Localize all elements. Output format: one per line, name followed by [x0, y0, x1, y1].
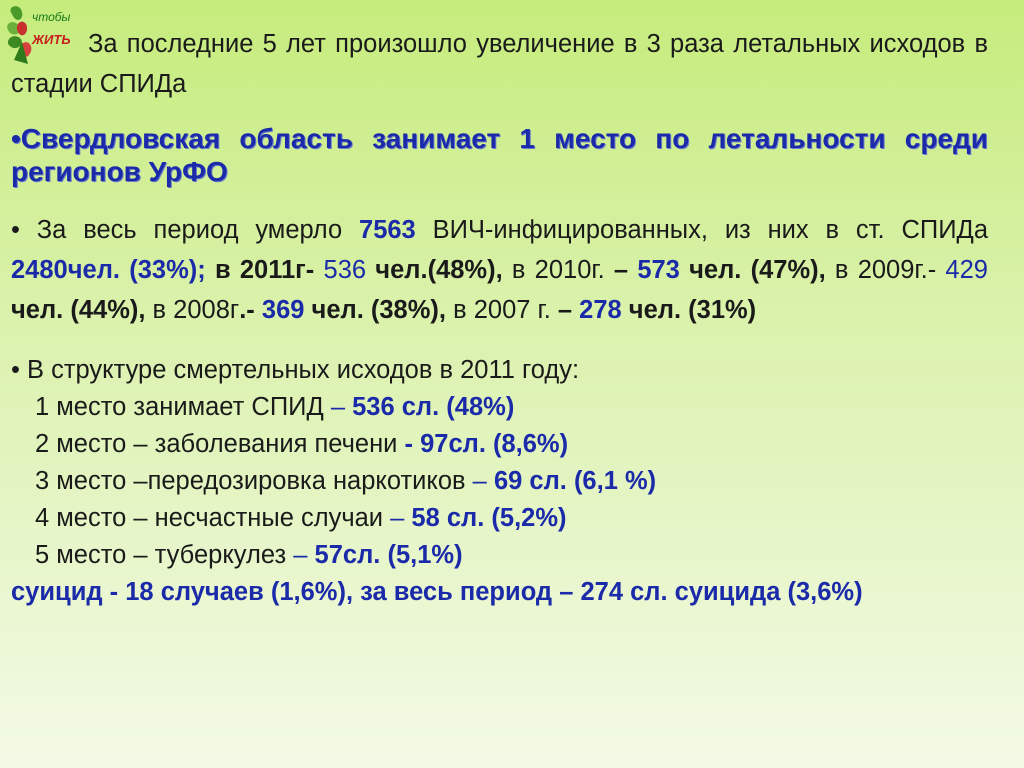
year-2009-value: 429: [936, 256, 988, 284]
year-2009-label: в 2009г.-: [825, 256, 937, 284]
structure-heading: • В структуре смертельных исходов в 2011 году:: [11, 356, 580, 384]
list-item: [11, 389, 988, 426]
year-2007-percent: чел. (31%): [621, 296, 757, 324]
year-2009-percent: чел. (44%),: [11, 296, 146, 324]
list-item: [11, 463, 988, 500]
year-2010-label: в 2010г.: [502, 256, 605, 284]
year-2007-label: в 2007 г.: [445, 296, 551, 324]
year-2007-value: 278: [572, 296, 622, 324]
list-item-value: 57сл. (5,1%): [307, 541, 463, 569]
aids-deaths: 2480чел. (33%);: [11, 256, 206, 284]
year-2008-value: 369: [254, 296, 305, 324]
list-item: [11, 500, 988, 537]
list-item: [11, 426, 988, 463]
list-item-value: 536 сл. (48%): [345, 393, 515, 421]
list-item-text: 3 место –передозировка наркотиков: [35, 467, 466, 495]
list-item-dash: –: [383, 504, 405, 532]
list-item-text: 1 место занимает СПИД: [35, 393, 324, 421]
list-item-dash: –: [286, 541, 308, 569]
list-item-dash: –: [323, 393, 346, 421]
year-2008-dash: .-: [239, 296, 255, 324]
list-item-text: 2 место – заболевания печени: [35, 430, 398, 458]
year-2010-dash: –: [604, 256, 629, 284]
period-lead: • За весь период умерло: [11, 216, 360, 244]
year-2008-percent: чел. (38%),: [304, 296, 446, 324]
suicide-note: суицид - 18 случаев (1,6%), за весь период – 274 сл. суицида (3,6%): [11, 578, 863, 606]
period-mid: ВИЧ-инфицированных, из них в ст. СПИДа: [415, 216, 988, 244]
list-item-value: 69 сл. (6,1 %): [486, 467, 657, 495]
total-deaths: 7563: [359, 216, 416, 244]
year-2011-label: в 2011г-: [205, 256, 315, 284]
period-paragraph: [11, 210, 988, 330]
year-2010-percent: чел. (47%),: [679, 256, 826, 284]
list-item-dash: –: [465, 467, 487, 495]
list-item: [11, 537, 988, 574]
year-2011-value: 536: [314, 256, 367, 284]
list-item-text: 5 место – туберкулез: [35, 541, 287, 569]
year-2010-value: 573: [628, 256, 680, 284]
list-item-text: 4 место – несчастные случаи: [35, 504, 384, 532]
year-2011-percent: чел.(48%),: [366, 256, 503, 284]
slide-content: [11, 24, 988, 611]
structure-section: [11, 352, 988, 611]
year-2008-label: в 2008г: [145, 296, 240, 324]
region-bullet: •Свердловская область занимает 1 место по летальности среди регионов УрФО: [11, 123, 988, 187]
logo-text-large: ЖИТЬ: [32, 32, 71, 47]
logo-text-small: чтобы: [32, 10, 71, 24]
list-item-value: - 97сл. (8,6%): [397, 430, 569, 458]
year-2007-dash: –: [550, 296, 573, 324]
list-item-value: 58 сл. (5,2%): [404, 504, 567, 532]
intro-paragraph: За последние 5 лет произошло увеличение в 3 раза летальных исходов в стадии СПИДа: [11, 30, 988, 98]
